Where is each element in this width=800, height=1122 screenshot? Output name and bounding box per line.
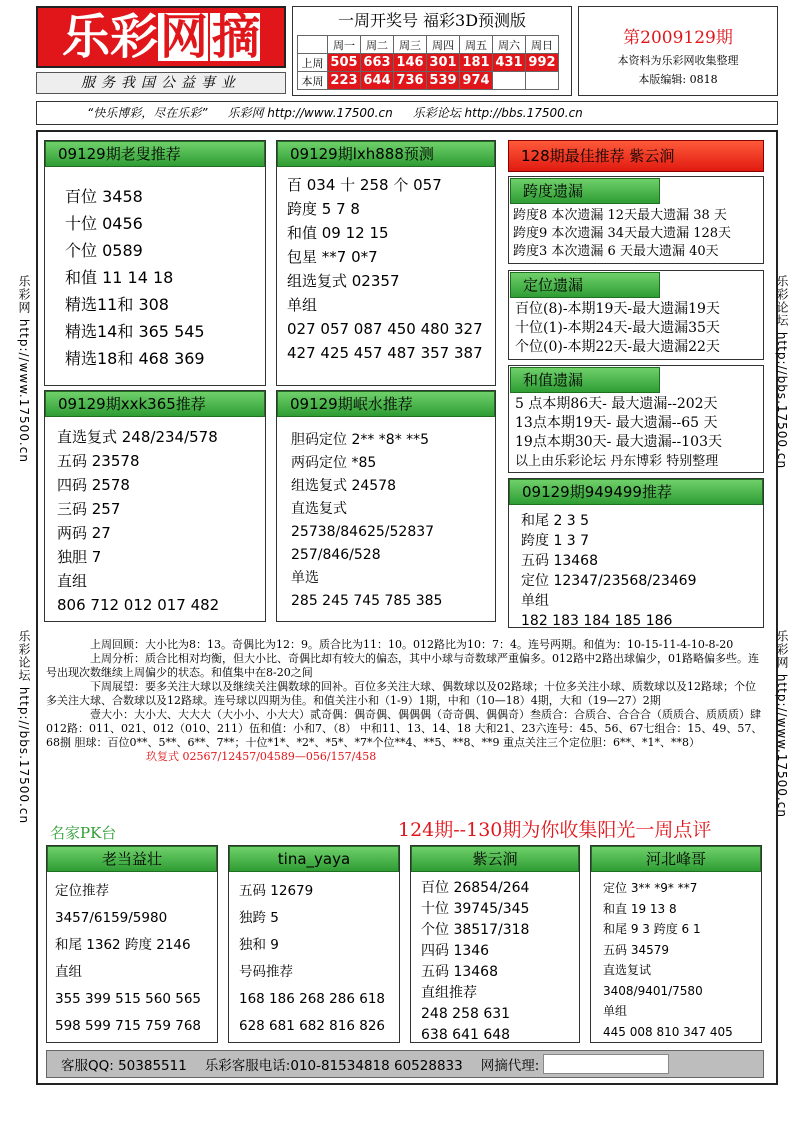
line: 精选11和 308 bbox=[65, 295, 169, 314]
line: 定位推荐 bbox=[55, 883, 109, 899]
line: 包星 **7 0*7 bbox=[287, 248, 378, 266]
line: 独胆 7 bbox=[57, 548, 102, 566]
line: 四码 2578 bbox=[57, 476, 130, 494]
draw-number: 146 bbox=[394, 54, 427, 72]
line: 五码 12679 bbox=[239, 883, 314, 899]
panel-title: 09129期老叟推荐 bbox=[45, 141, 265, 167]
site-bar bbox=[36, 101, 778, 125]
line: 19点本期30天- 最大遗漏--103天 bbox=[515, 434, 722, 450]
motto: “快乐博彩，尽在乐彩” bbox=[87, 106, 208, 120]
line: 直选复式 248/234/578 bbox=[57, 428, 218, 446]
line: 精选14和 365 545 bbox=[65, 322, 205, 341]
line: 直组 bbox=[55, 964, 82, 980]
line: 638 641 648 bbox=[421, 1027, 511, 1043]
forum-link[interactable]: 乐彩论坛 http://bbs.17500.cn bbox=[412, 106, 583, 120]
logo-char: 彩 bbox=[109, 9, 156, 65]
laosou-panel bbox=[44, 140, 266, 386]
qq-info: 客服QQ: 50385511 bbox=[61, 1058, 187, 1074]
line: 和尾 1362 跨度 2146 bbox=[55, 937, 191, 953]
line: 独和 9 bbox=[239, 937, 279, 953]
day-header: 周五 bbox=[460, 36, 493, 54]
line: 598 599 715 759 768 bbox=[55, 1018, 202, 1034]
kuadu-panel bbox=[508, 176, 764, 264]
line: 个位 38517/318 bbox=[421, 922, 530, 938]
side-text-right-1: 乐彩论坛 http://bbs.17500.cn bbox=[775, 275, 789, 470]
day-header: 周日 bbox=[526, 36, 559, 54]
line: 单组 bbox=[287, 296, 318, 314]
line: 胆码定位 2** *8* **5 bbox=[291, 432, 430, 448]
line: 跨度8 本次遗漏 12天最大遗漏 38 天 bbox=[513, 208, 727, 223]
line: 355 399 515 560 565 bbox=[55, 991, 202, 1007]
line: 182 183 184 185 186 bbox=[521, 613, 673, 629]
line: 25738/84625/52837 bbox=[291, 524, 435, 540]
credit-line: 以上由乐彩论坛 丹东博彩 特别整理 bbox=[515, 454, 719, 469]
draw-number bbox=[493, 72, 526, 90]
line: 和尾 9 3 跨度 6 1 bbox=[603, 922, 701, 936]
line: 跨度 1 3 7 bbox=[521, 533, 590, 549]
logo-char: 网 bbox=[160, 9, 207, 65]
line: 285 245 745 785 385 bbox=[291, 593, 443, 609]
phone-info: 乐彩客服电话:010-81534818 60528833 bbox=[204, 1058, 463, 1074]
line: 五码 34579 bbox=[603, 942, 669, 957]
line: 十位 39745/345 bbox=[421, 901, 530, 917]
pk-headline: 124期--130期为你收集阳光一周点评 bbox=[398, 819, 712, 841]
expert-col bbox=[590, 845, 762, 1043]
line: 十位(1)-本期24天-最大遗漏35天 bbox=[515, 320, 720, 336]
xxk-panel bbox=[44, 390, 266, 622]
week-results bbox=[292, 6, 572, 96]
panel-title: 跨度遗漏 bbox=[510, 178, 660, 204]
agent-box bbox=[543, 1054, 669, 1074]
draw-number: 223 bbox=[328, 72, 361, 90]
panel-title: 和值遗漏 bbox=[510, 367, 660, 393]
line: 四码 1346 bbox=[421, 943, 490, 959]
issue-number: 第2009129期 bbox=[623, 28, 733, 48]
panel-title: 09129期岷水推荐 bbox=[277, 391, 495, 417]
line: 号码推荐 bbox=[239, 964, 293, 980]
panel-title: 定位遗漏 bbox=[510, 272, 660, 298]
line: 168 186 268 286 618 bbox=[239, 991, 386, 1007]
day-header: 周四 bbox=[427, 36, 460, 54]
logo-char: 乐 bbox=[61, 9, 108, 65]
period-info bbox=[578, 6, 778, 96]
draw-number: 974 bbox=[460, 72, 493, 90]
review-paragraph: 上周回顾：大小比为8：13。奇偶比为12：9。质合比为11：10。012路比为10：7：4。连号两期。和值为：10-15-11-4-10-8-20 bbox=[90, 638, 734, 651]
draw-number: 301 bbox=[427, 54, 460, 72]
source-note: 本资料为乐彩网收集整理 bbox=[617, 54, 739, 67]
line: 组选复式 24578 bbox=[291, 478, 396, 494]
side-text-right-2: 乐彩网 http://www.17500.cn bbox=[775, 630, 789, 818]
col-title: 老当益壮 bbox=[47, 846, 217, 872]
draw-number: 663 bbox=[361, 54, 394, 72]
line: 五码 23578 bbox=[57, 452, 140, 470]
row-label: 本周 bbox=[298, 72, 328, 90]
line: 248 258 631 bbox=[421, 1006, 511, 1022]
col-title: tina_yaya bbox=[229, 846, 399, 872]
line: 百 034 十 258 个 057 bbox=[287, 176, 442, 194]
line: 百位 3458 bbox=[65, 187, 143, 206]
line: 13点本期19天- 最大遗漏--65 天 bbox=[515, 415, 718, 431]
draw-number: 736 bbox=[394, 72, 427, 90]
draw-number: 992 bbox=[526, 54, 559, 72]
line: 三码 257 bbox=[57, 500, 121, 518]
side-text-left-1: 乐彩网 http://www.17500.cn bbox=[17, 275, 31, 463]
line: 百位(8)-本期19天-最大遗漏19天 bbox=[515, 301, 720, 317]
slogan: 服务我国公益事业 bbox=[36, 72, 286, 94]
col-title: 河北峰哥 bbox=[591, 846, 761, 872]
p949-panel bbox=[508, 478, 764, 628]
line: 个位(0)-本期22天-最大遗漏22天 bbox=[515, 339, 720, 355]
dingwei-panel bbox=[508, 270, 764, 360]
analysis-paragraph: 上周分析：质合比相对均衡，但大小比、奇偶比却有较大的偏态，其中小球与奇数球严重偏多。012路中2路出球偏少，01路略偏多些。连号出现次数继续上周偏少的状态。和值集中在8-20之间 bbox=[46, 652, 759, 679]
line: 跨度9 本次遗漏 34天最大遗漏 128天 bbox=[513, 226, 732, 241]
panel-title: 09129期949499推荐 bbox=[509, 479, 763, 505]
draw-number: 644 bbox=[361, 72, 394, 90]
line: 806 712 012 017 482 bbox=[57, 596, 220, 614]
line: 独跨 5 bbox=[239, 910, 279, 926]
logo bbox=[36, 6, 286, 68]
side-text-left-2: 乐彩论坛 http://bbs.17500.cn bbox=[17, 630, 31, 825]
line: 直选复式 bbox=[291, 501, 347, 517]
review-section bbox=[46, 638, 766, 764]
draw-number: 539 bbox=[427, 72, 460, 90]
line: 427 425 457 487 357 387 bbox=[287, 344, 483, 362]
line: 两码 27 bbox=[57, 524, 111, 542]
draw-number: 505 bbox=[328, 54, 361, 72]
expert-col bbox=[46, 845, 218, 1043]
best-pick-header: 128期最佳推荐 紫云涧 bbox=[508, 140, 764, 172]
tips-paragraph: 壹大小：大小大、大大大（大小小、小大大）贰奇偶：偶奇偶、偶偶偶（奇奇偶、偶偶奇）叁质合：合质合、合合合（质质合、质质质）肆012路：011、021、012（010、211）伍和值：小和7、（8） 中和11、13、14、18 大和21、23六连号：45、56、67七组合：15、49、57、68捌 胆球：百位0**、5**、6**、7**；十位*1*、*2*、*5*、*7*个位**4、**5、**8、**9 重点关注三个定位胆：6**、*1*、**8） bbox=[46, 708, 763, 749]
panel-title: 09129期lxh888预测 bbox=[277, 141, 495, 167]
line: 和直 19 13 8 bbox=[603, 901, 677, 916]
line: 单组 bbox=[603, 1004, 628, 1018]
day-header: 周二 bbox=[361, 36, 394, 54]
line: 个位 0589 bbox=[65, 241, 143, 260]
line: 直组 bbox=[57, 572, 88, 590]
line: 和尾 2 3 5 bbox=[521, 513, 590, 529]
day-header: 周一 bbox=[328, 36, 361, 54]
compound-line: 玖复式 02567/12457/04589—056/157/458 bbox=[146, 750, 377, 763]
line: 五码 13468 bbox=[521, 553, 598, 569]
draw-number: 431 bbox=[493, 54, 526, 72]
line: 和值 11 14 18 bbox=[65, 268, 174, 287]
line: 五码 13468 bbox=[421, 964, 498, 980]
pk-label: 名家PK台 bbox=[50, 824, 117, 842]
line: 027 057 087 450 480 327 bbox=[287, 320, 483, 338]
line: 3457/6159/5980 bbox=[55, 910, 168, 926]
logo-char: 摘 bbox=[212, 9, 259, 65]
expert-col bbox=[228, 845, 400, 1043]
line: 445 008 810 347 405 bbox=[603, 1024, 733, 1039]
draw-number: 181 bbox=[460, 54, 493, 72]
draw-number bbox=[526, 72, 559, 90]
line: 组选复式 02357 bbox=[287, 272, 400, 290]
line: 和值 09 12 15 bbox=[287, 224, 389, 242]
line: 百位 26854/264 bbox=[421, 880, 530, 896]
hezhi-panel bbox=[508, 365, 764, 473]
day-header: 周三 bbox=[394, 36, 427, 54]
line: 3408/9401/7580 bbox=[603, 983, 703, 998]
lxh-panel bbox=[276, 140, 496, 386]
line: 单组 bbox=[521, 593, 549, 609]
line: 跨度3 本次遗漏 6 天最大遗漏 40天 bbox=[513, 244, 719, 259]
line: 5 点本期86天- 最大遗漏--202天 bbox=[515, 396, 718, 412]
expert-col bbox=[410, 845, 580, 1043]
line: 跨度 5 7 8 bbox=[287, 200, 360, 218]
line: 直选复试 bbox=[603, 963, 652, 977]
line: 两码定位 *85 bbox=[291, 455, 377, 471]
minshui-panel bbox=[276, 390, 496, 622]
editor: 本版编辑: 0818 bbox=[638, 73, 718, 86]
line: 定位 3** *9* **7 bbox=[603, 881, 698, 895]
col-title: 紫云涧 bbox=[411, 846, 579, 872]
outlook-paragraph: 下周展望：要多关注大球以及继续关注偶数球的回补。百位多关注大球、偶数球以及02路球；十位多关注小球、质数球以及12路球；个位多关注大球、合数球以及12路球。连号球以四期为佳。和值关注小和（1-9）1期，中和（10—18）4期，大和（19—27）2期 bbox=[46, 680, 756, 707]
agent-label: 网摘代理: bbox=[480, 1058, 540, 1074]
day-header: 周六 bbox=[493, 36, 526, 54]
line: 定位 12347/23568/23469 bbox=[521, 573, 697, 589]
week-table bbox=[297, 35, 559, 90]
line: 精选18和 468 369 bbox=[65, 349, 205, 368]
footer-bar bbox=[46, 1050, 764, 1078]
row-label: 上周 bbox=[298, 54, 328, 72]
line: 628 681 682 816 826 bbox=[239, 1018, 386, 1034]
panel-title: 09129期xxk365推荐 bbox=[45, 391, 265, 417]
line: 十位 0456 bbox=[65, 214, 143, 233]
site-link[interactable]: 乐彩网 http://www.17500.cn bbox=[227, 106, 393, 120]
line: 257/846/528 bbox=[291, 547, 381, 563]
line: 单选 bbox=[291, 570, 319, 586]
line: 直组推荐 bbox=[421, 985, 477, 1001]
week-title: 一周开奖号 福彩3D预测版 bbox=[337, 11, 527, 30]
